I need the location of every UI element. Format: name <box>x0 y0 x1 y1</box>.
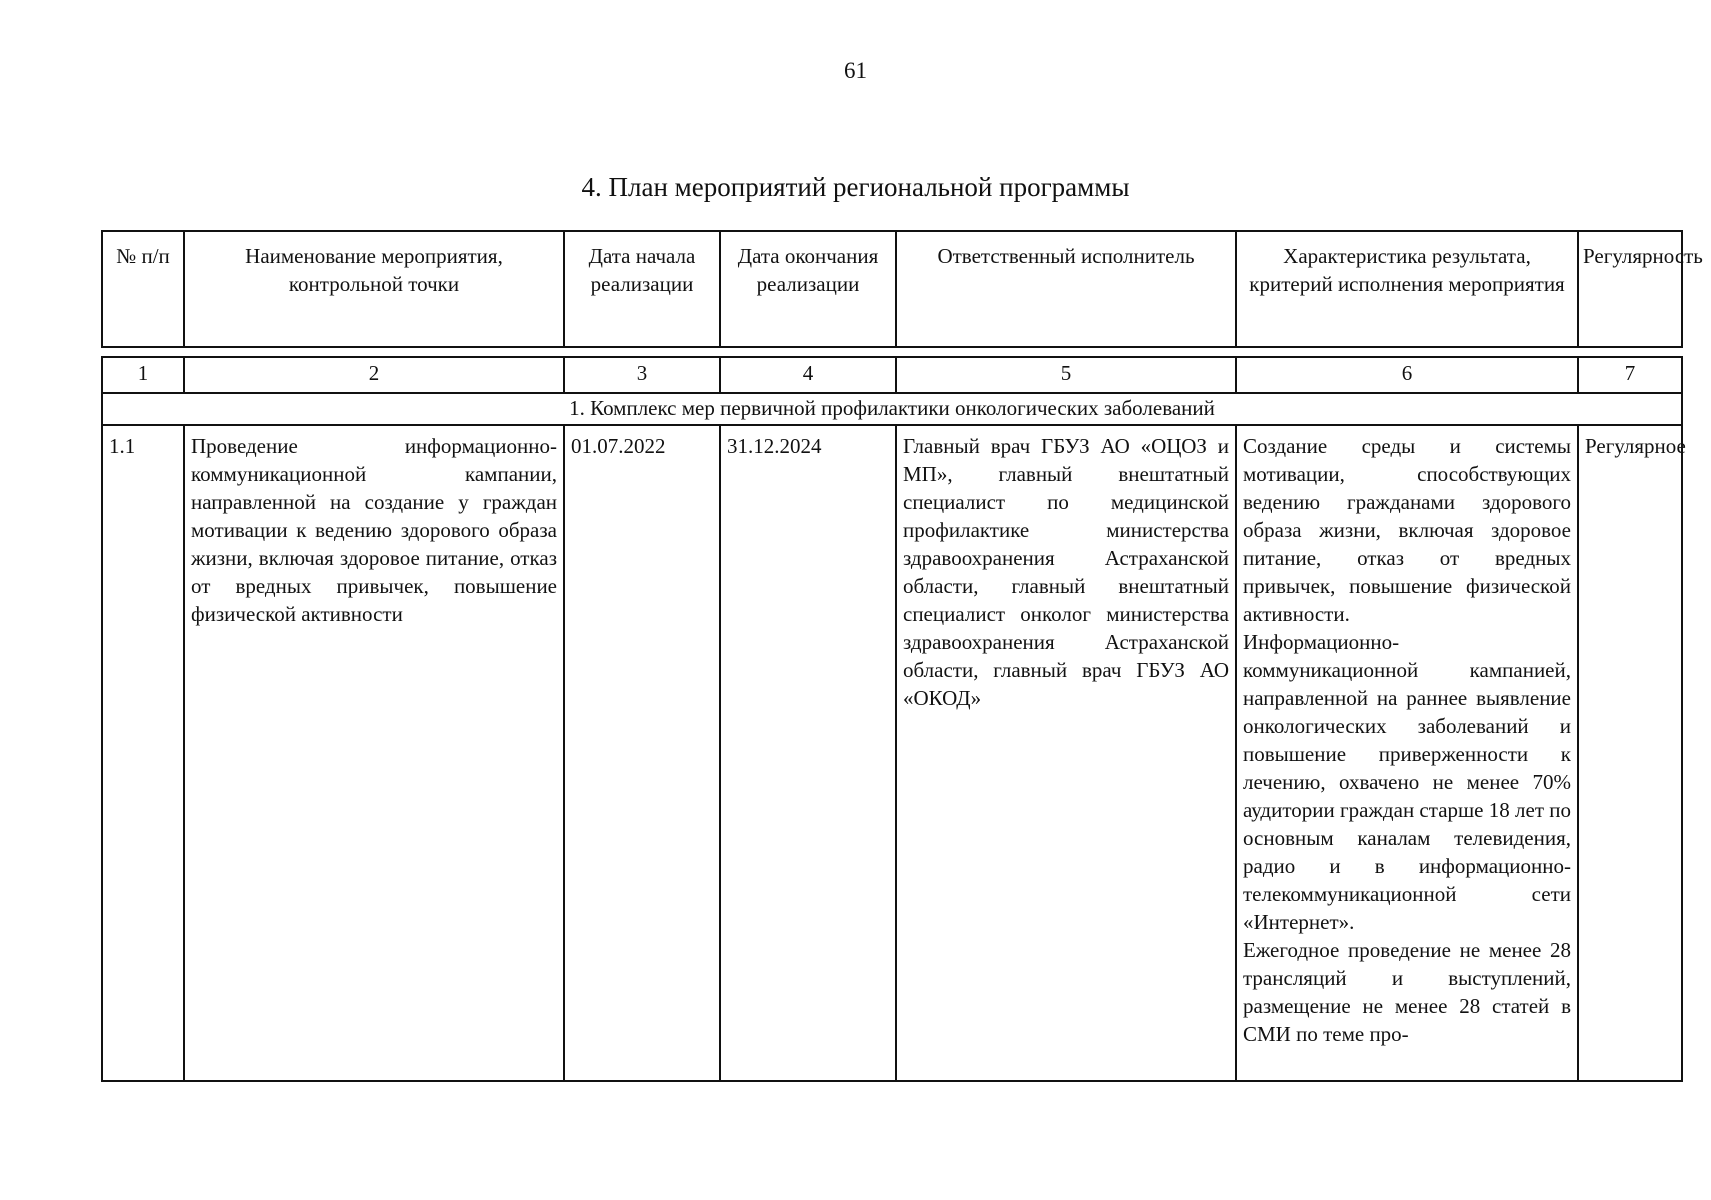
row-name: Проведение информационно-коммуникационной кампании, направленной на создание у граждан мотивации к ведению здорового образа жизни, включая здоровое питание, отказ от вредных привычек, повышение физической активности <box>184 425 564 1081</box>
header-result: Характеристика результата, критерий исполнения мероприятия <box>1236 231 1578 347</box>
header-name: Наименование мероприятия, контрольной точки <box>184 231 564 347</box>
column-number: 6 <box>1236 357 1578 393</box>
plan-table-header <box>101 230 1703 348</box>
header-executor: Ответственный исполнитель <box>896 231 1236 347</box>
row-result <box>1236 425 1578 1081</box>
column-number: 7 <box>1578 357 1682 393</box>
row-end-date: 31.12.2024 <box>720 425 896 1081</box>
row-num: 1.1 <box>102 425 184 1081</box>
row-regularity: Регулярное <box>1578 425 1682 1081</box>
section-row <box>102 393 1682 425</box>
column-number: 4 <box>720 357 896 393</box>
column-number: 5 <box>896 357 1236 393</box>
result-paragraph: Ежегодное проведение не менее 28 трансляций и выступлений, размещение не менее 28 статей в СМИ по теме про- <box>1243 938 1571 1046</box>
header-regularity: Регулярность <box>1578 231 1682 347</box>
plan-table-body <box>101 356 1686 1082</box>
row-start-date: 01.07.2022 <box>564 425 720 1081</box>
page-number: 61 <box>844 58 867 83</box>
document-title: 4. План мероприятий региональной программы <box>581 172 1130 202</box>
header-end-date: Дата окончания реализации <box>720 231 896 347</box>
column-number: 2 <box>184 357 564 393</box>
column-number-row <box>102 357 1682 393</box>
row-executor: Главный врач ГБУЗ АО «ОЦОЗ и МП», главный внештатный специалист по медицинской профилактике министерства здравоохранения Астраханской области, главный внештатный специалист онколог министерства здравоохранения Астраханской области, главный врач ГБУЗ АО «ОКОД» <box>896 425 1236 1081</box>
column-number: 3 <box>564 357 720 393</box>
header-num: № п/п <box>102 231 184 347</box>
header-start-date: Дата начала реализации <box>564 231 720 347</box>
result-paragraph: Информационно-коммуникационной кампанией, направленной на раннее выявление онкологических заболеваний и повышение приверженности к лечению, охвачено не менее 70% аудитории граждан старше 18 лет по основным каналам телевидения, радио и в информационно-телекоммуникационной сети «Интернет». <box>1243 630 1571 934</box>
column-number: 1 <box>102 357 184 393</box>
result-paragraph: Создание среды и системы мотивации, способствующих ведению гражданами здорового образа жизни, включая здоровое питание, отказ от вредных привычек, повышение физической активности. <box>1243 434 1571 626</box>
section-title: 1. Комплекс мер первичной профилактики онкологических заболеваний <box>102 393 1682 425</box>
table-row <box>102 425 1682 1081</box>
